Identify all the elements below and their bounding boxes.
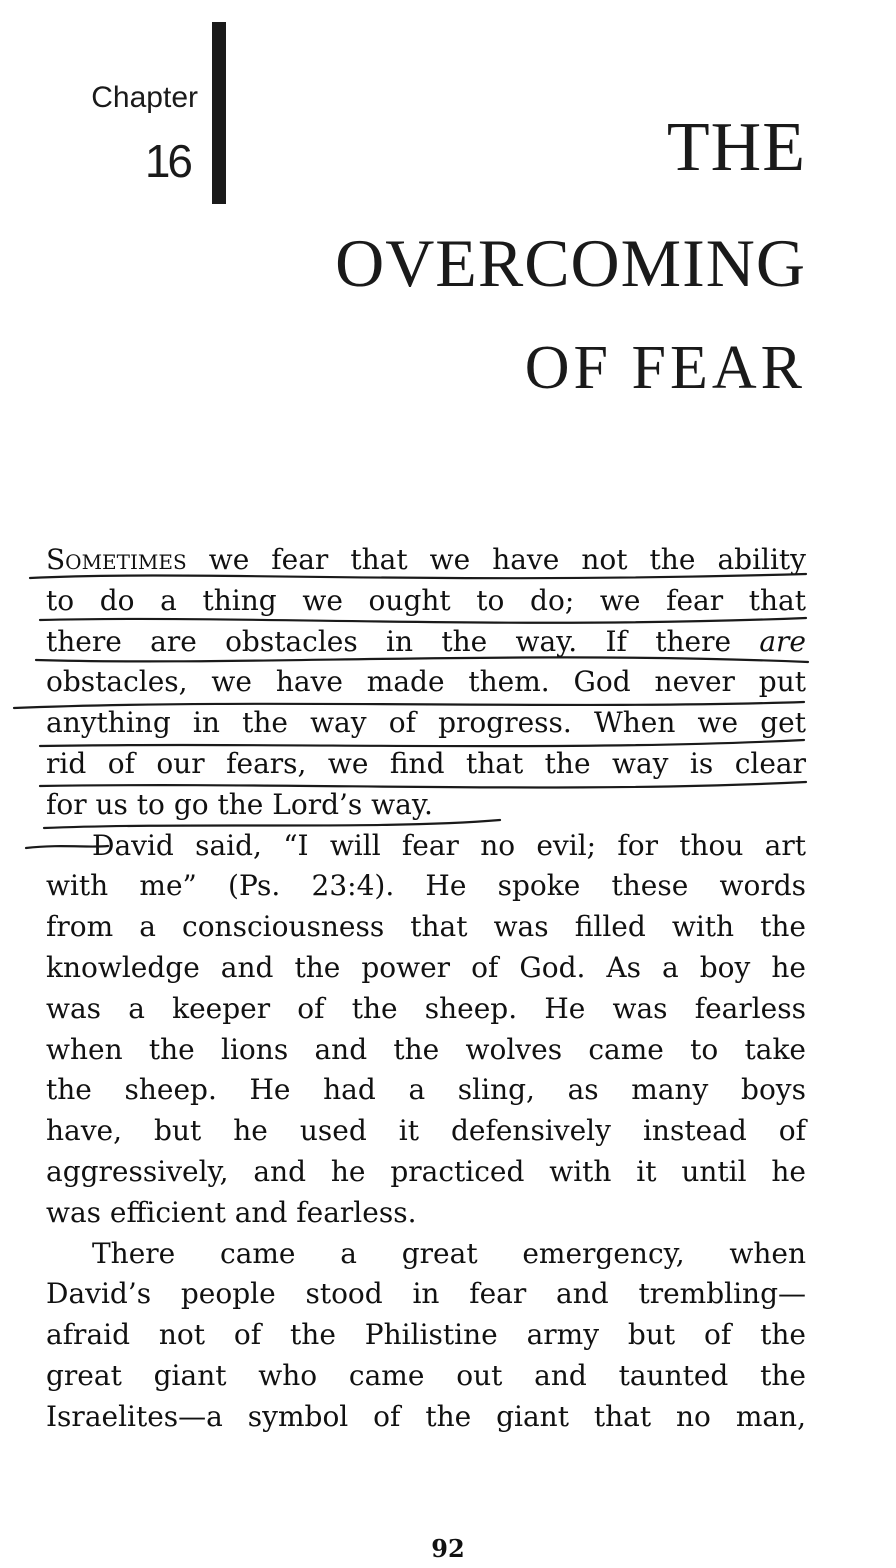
paragraph-1-line-6: rid of our fears, we find that the way is clear: [46, 746, 806, 780]
paragraph-1-line-4: obstacles, we have made them. God never put: [46, 665, 806, 699]
paragraph-2-line-8: have, but he used it defensively instead of: [46, 1114, 806, 1148]
paragraph-3-line-4: great giant who came out and taunted the: [46, 1358, 806, 1392]
paragraph-1-line-1-text: we fear that we have not the ability: [186, 543, 806, 576]
chapter-divider-rule: [212, 22, 226, 204]
paragraph-3-line-2: David’s people stood in fear and trembling—: [46, 1277, 806, 1311]
paragraph-2-line-6: when the lions and the wolves came to take: [46, 1032, 806, 1066]
paragraph-1-line-5: anything in the way of progress. When we get: [46, 706, 806, 740]
body-text: [46, 540, 806, 1438]
chapter-title-line-2: OVERCOMING: [335, 225, 806, 301]
paragraph-1-line-7: for us to go the Lord’s way.: [46, 787, 433, 821]
chapter-title-line-3: OF FEAR: [524, 334, 806, 402]
paragraph-2-line-7: the sheep. He had a sling, as many boys: [46, 1073, 806, 1107]
paragraph-2-line-9: aggressively, and he practiced with it until he: [46, 1154, 806, 1188]
paragraph-1-line-3: [46, 622, 806, 663]
paragraph-2-line-4: knowledge and the power of God. As a boy he: [46, 950, 806, 984]
paragraph-1-line-1: [46, 540, 806, 581]
chapter-number: 16: [144, 135, 190, 187]
paragraph-3-line-1: There came a great emergency, when: [92, 1236, 806, 1270]
chapter-label: Chapter: [91, 81, 198, 114]
paragraph-2-line-10: was efficient and fearless.: [46, 1195, 417, 1229]
page-number: 92: [431, 1534, 465, 1563]
paragraph-3-line-3: afraid not of the Philistine army but of the: [46, 1318, 806, 1352]
paragraph-1-line-3-text: there are obstacles in the way. If there: [46, 624, 760, 658]
paragraph-1-line-2: to do a thing we ought to do; we fear that: [46, 583, 806, 617]
paragraph-2-line-5: was a keeper of the sheep. He was fearless: [46, 991, 806, 1025]
paragraph-2-line-2: with me” (Ps. 23:4). He spoke these words: [46, 869, 806, 903]
paragraph-2-line-1: David said, “I will fear no evil; for thou art: [92, 828, 806, 862]
paragraph-2-line-3: from a consciousness that was filled with the: [46, 910, 806, 944]
lead-in-small-caps: Sometimes: [46, 543, 187, 576]
emphasized-word: are: [759, 624, 806, 658]
chapter-title-line-1: THE: [666, 109, 806, 186]
paragraph-3-line-5: Israelites—a symbol of the giant that no man,: [46, 1399, 806, 1433]
